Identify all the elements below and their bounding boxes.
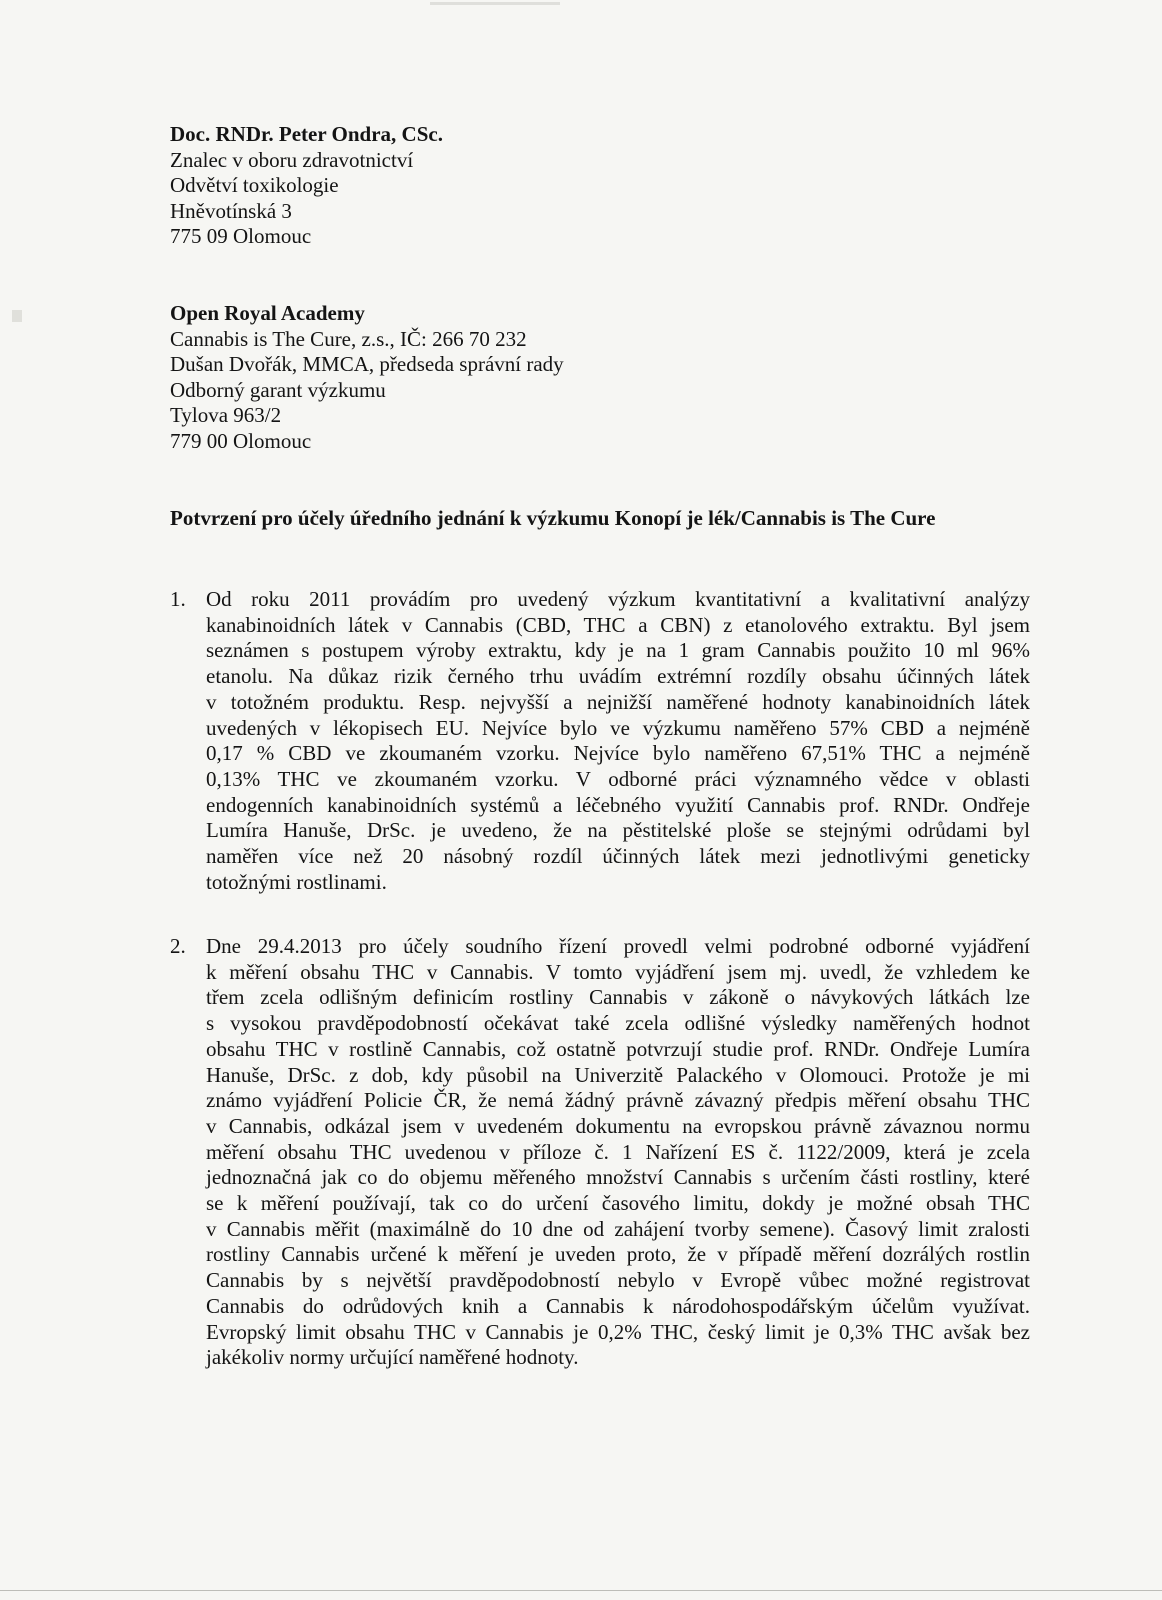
paragraph-line: 0,13% THC ve zkoumaném vzorku. V odborné práci významného vědce v oblasti	[206, 766, 1030, 791]
paragraph-line: s vysokou pravděpodobností očekávat také zcela odlišné výsledky naměřených hodnot	[206, 1011, 1030, 1036]
scan-artifact-speck	[12, 310, 22, 322]
recipient-line-6: 779 00 Olomouc	[170, 428, 312, 453]
paragraph-line: Lumíra Hanuše, DrSc. je uvedeno, že na pěstitelské ploše se stejnými odrůdami byl	[206, 818, 1030, 843]
paragraph-line: Hanuše, DrSc. z dob, kdy působil na Univerzitě Palackého v Olomouci. Protože je mi	[206, 1062, 1030, 1087]
recipient-line-2: Cannabis is The Cure, z.s., IČ: 266 70 232	[170, 326, 527, 351]
paragraph-line: třem zcela odlišným definicím rostliny Cannabis v zákoně o návykových látkách lze	[206, 985, 1030, 1010]
paragraph-line: kanabinoidních látek v Cannabis (CBD, THC a CBN) z etanolového extraktu. Byl jsem	[206, 612, 1030, 637]
paragraph-line: se k měření používají, tak co do určení časového limitu, dokdy je možné obsah THC	[206, 1191, 1030, 1216]
paragraph-line: seznámen s postupem výroby extraktu, kdy je na 1 gram Cannabis použito 10 ml 96%	[206, 638, 1030, 663]
recipient-line-4: Odborný garant výzkumu	[170, 377, 386, 402]
document-subject: Potvrzení pro účely úředního jednání k výzkumu Konopí je lék/Cannabis is The Cure	[170, 506, 936, 530]
paragraph-line: Dne 29.4.2013 pro účely soudního řízení provedl velmi podrobné odborné vyjádření	[206, 934, 1030, 958]
sender-line-2: Znalec v oboru zdravotnictví	[170, 147, 414, 172]
paragraph-line: obsahu THC v rostlině Cannabis, což ostatně potvrzují studie prof. RNDr. Ondřeje Lumíra	[206, 1036, 1030, 1061]
paragraph-number: 2.	[170, 934, 186, 958]
paragraph-line: totožnými rostlinami.	[206, 869, 387, 894]
paragraph-line: v Cannabis, odkázal jsem v uvedeném dokumentu na evropskou právně závaznou normu	[206, 1113, 1030, 1138]
paragraph-line: 0,17 % CBD ve zkoumaném vzorku. Nejvíce bylo naměřeno 67,51% THC a nejméně	[206, 741, 1030, 766]
sender-address-block	[170, 122, 443, 250]
sender-name: Doc. RNDr. Peter Ondra, CSc.	[170, 122, 443, 146]
paragraph-line: rostliny Cannabis určené k měření je uveden proto, že v případě měření dozrálých rostlin	[206, 1242, 1030, 1267]
paragraph-line: endogenních kanabinoidních systémů a léčebného využití Cannabis prof. RNDr. Ondřeje	[206, 792, 1030, 817]
paragraph-line: Cannabis do odrůdových knih a Cannabis k národohospodářským účelům využívat.	[206, 1293, 1030, 1318]
paragraph-number: 1.	[170, 587, 186, 611]
paragraph-line: známo vyjádření Policie ČR, že nemá žádný právně závazný předpis měření obsahu THC	[206, 1088, 1030, 1113]
paragraph-text	[206, 934, 1030, 1371]
sender-line-5: 775 09 Olomouc	[170, 224, 312, 248]
paragraph-text	[206, 587, 1030, 895]
sender-line-4: Hněvotínská 3	[170, 198, 292, 223]
recipient-line-3: Dušan Dvořák, MMCA, předseda správní rady	[170, 352, 564, 376]
recipient-line-5: Tylova 963/2	[170, 403, 282, 427]
paragraph-line: naměřen více než 20 násobný rozdíl účinných látek mezi jednotlivými geneticky	[206, 844, 1030, 869]
scan-artifact-top	[430, 2, 560, 5]
paragraph-line: Cannabis by s největší pravděpodobností nebylo v Evropě vůbec možné registrovat	[206, 1268, 1030, 1293]
recipient-address-block	[170, 301, 564, 454]
paragraph-line: uvedených v lékopisech EU. Nejvíce bylo ve výzkumu naměřeno 57% CBD a nejméně	[206, 715, 1030, 740]
paragraph-line: k měření obsahu THC v Cannabis. V tomto vyjádření jsem mj. uvedl, že vzhledem ke	[206, 959, 1030, 984]
paragraph-line: v totožném produktu. Resp. nejvyšší a nejnižší naměřené hodnoty kanabinoidních látek	[206, 689, 1030, 714]
paragraph-line: Evropský limit obsahu THC v Cannabis je 0,2% THC, český limit je 0,3% THC avšak bez	[206, 1319, 1030, 1344]
recipient-name: Open Royal Academy	[170, 301, 365, 325]
paragraph-line: jakékoliv normy určující naměřené hodnoty.	[206, 1345, 579, 1370]
paragraph-line: v Cannabis měřit (maximálně do 10 dne od zahájení tvorby semene). Časový limit zralosti	[206, 1216, 1030, 1241]
paragraph-line: Od roku 2011 provádím pro uvedený výzkum kvantitativní a kvalitativní analýzy	[206, 587, 1030, 611]
sender-line-3: Odvětví toxikologie	[170, 173, 339, 197]
scan-artifact-bottom-line	[0, 1590, 1162, 1591]
paragraph-line: měření obsahu THC uvedenou v příloze č. 1 Nařízení ES č. 1122/2009, která je zcela	[206, 1139, 1030, 1164]
paragraph-line: etanolu. Na důkaz rizik černého trhu uvádím extrémní rozdíly obsahu účinných látek	[206, 664, 1030, 689]
paragraph-line: jednoznačná jak co do objemu měřeného množství Cannabis s určením části rostliny, které	[206, 1165, 1030, 1190]
